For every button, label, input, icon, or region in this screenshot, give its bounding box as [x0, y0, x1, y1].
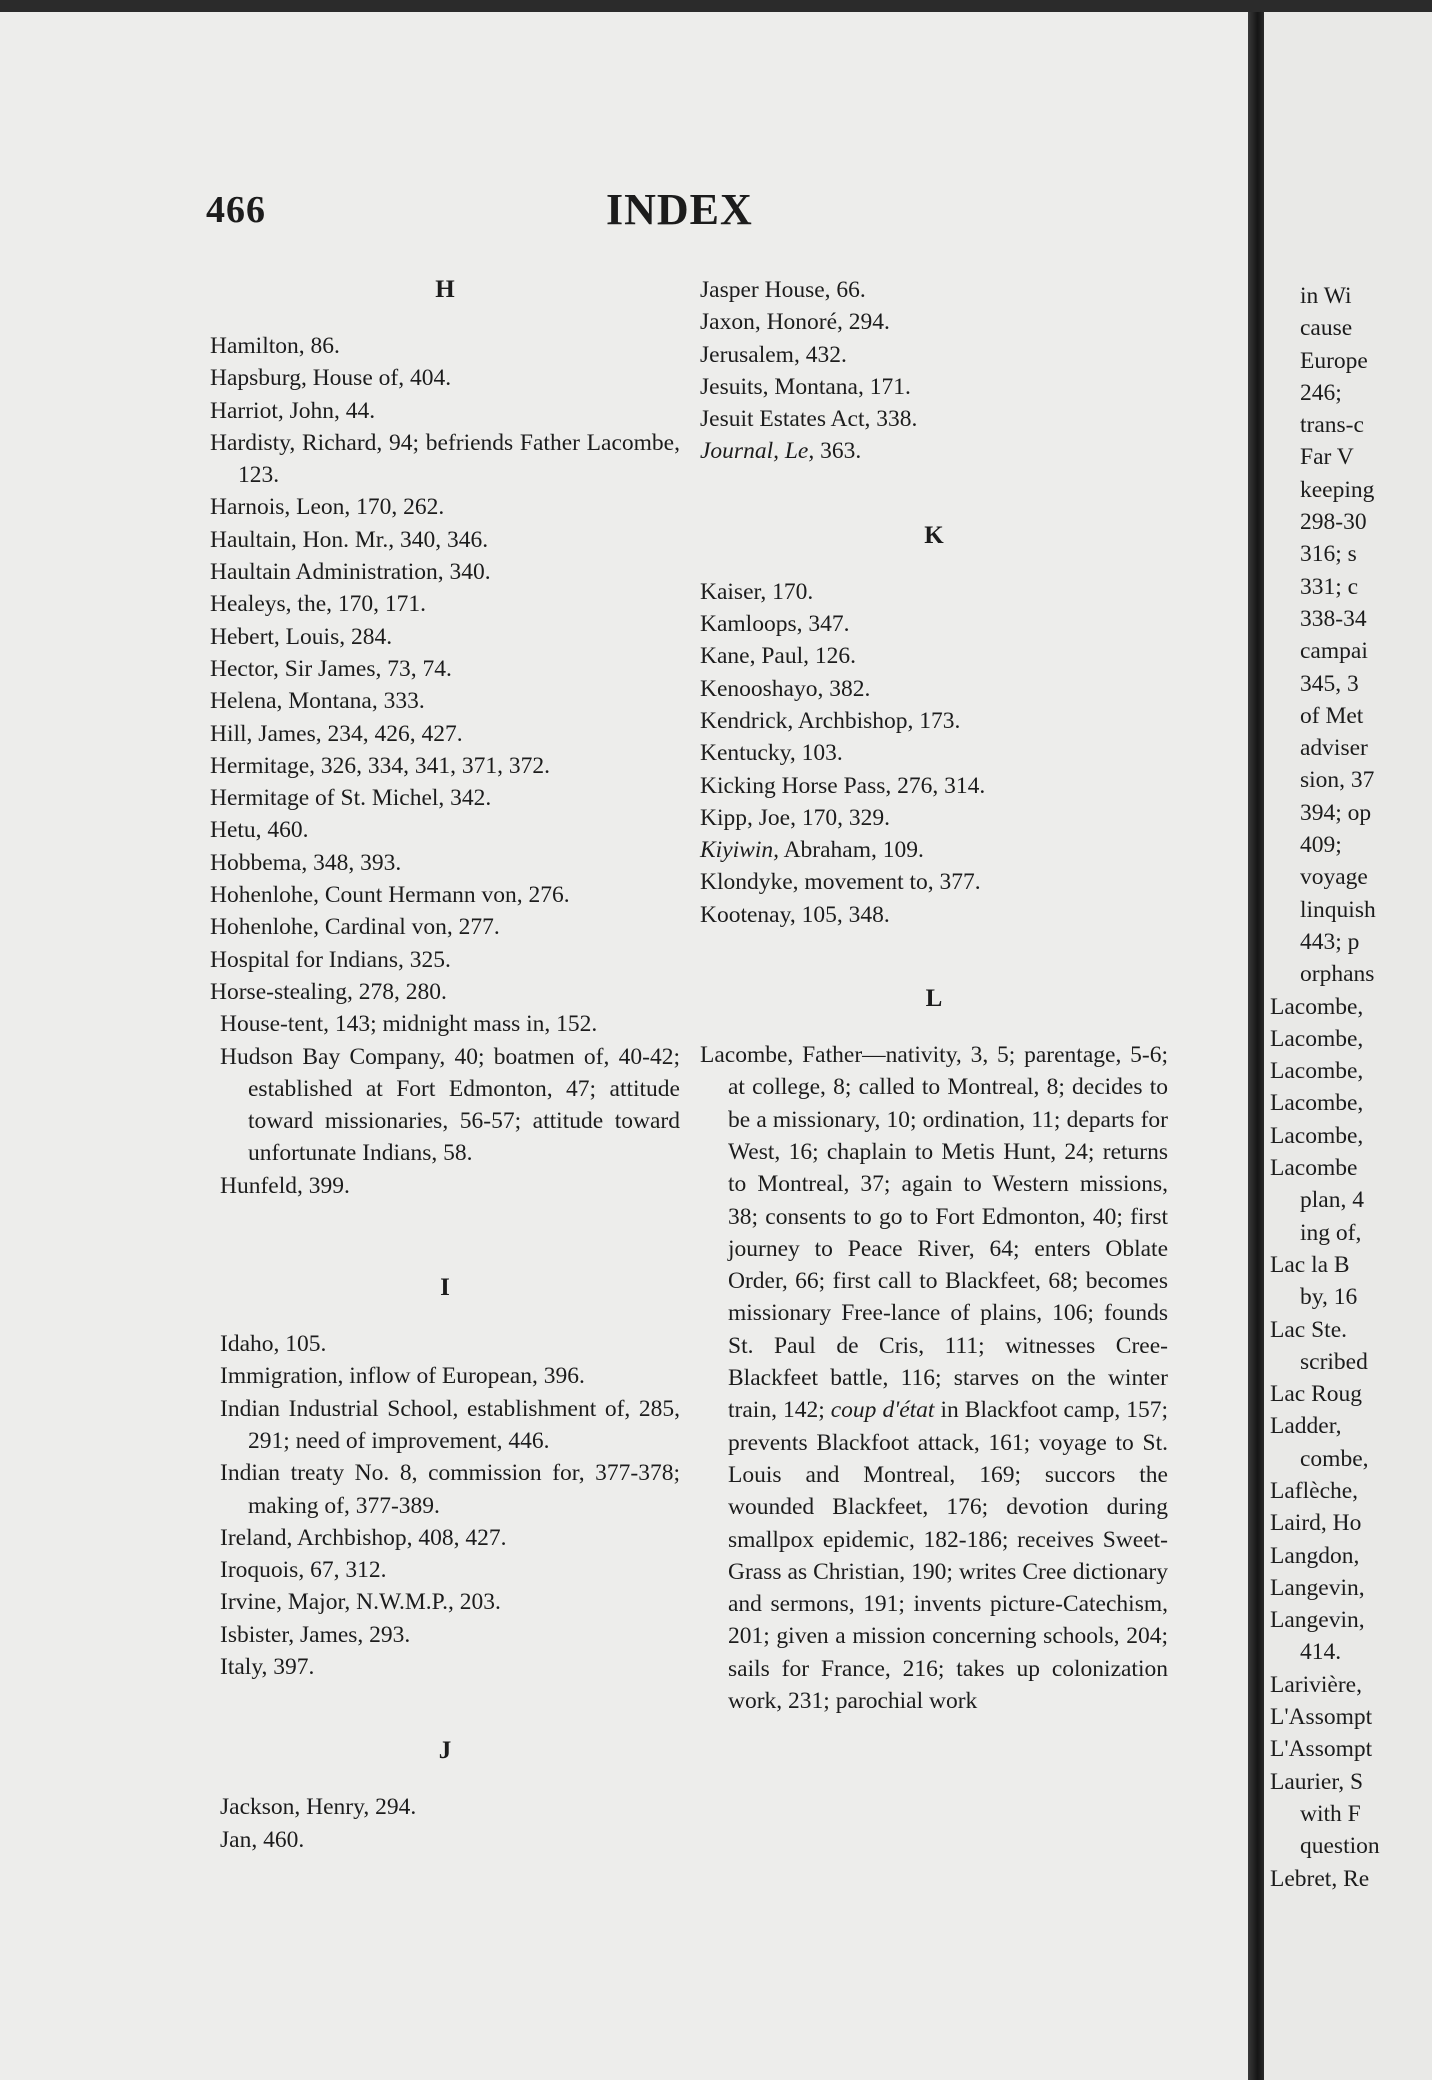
fragment-line: scribed — [1300, 1348, 1368, 1375]
index-entry: Harnois, Leon, 170, 262. — [210, 494, 445, 521]
index-entry: Hohenlohe, Cardinal von, 277. — [210, 914, 500, 941]
section-heading-h: H — [435, 276, 455, 303]
index-entry: Hospital for Indians, 325. — [210, 946, 451, 973]
fragment-line: plan, 4 — [1300, 1187, 1364, 1214]
fragment-line: keeping — [1300, 476, 1375, 503]
fragment-line: 338-34 — [1300, 605, 1367, 632]
fragment-line: Laflèche, — [1270, 1477, 1359, 1504]
index-entry: Hudson Bay Company, 40; boatmen of, 40-42; established at Fort Edmonton, 47; attitude toward missionaries, 56-57; attitude toward unfortunate Indians, 58. — [220, 1043, 680, 1167]
index-entry: Jesuit Estates Act, 338. — [700, 406, 918, 433]
fragment-line: linquish — [1300, 896, 1376, 923]
fragment-line: adviser — [1300, 735, 1368, 762]
fragment-line: voyage — [1300, 864, 1368, 891]
fragment-line: Lebret, Re — [1270, 1865, 1370, 1892]
index-entry-lacombe — [700, 1039, 1168, 1717]
index-entry-kiyiwin — [700, 834, 1168, 866]
fragment-line: 409; — [1300, 832, 1342, 859]
fragment-line: Lacombe, — [1270, 993, 1364, 1020]
index-column-middle — [700, 274, 1168, 1717]
fragment-line: Langdon, — [1270, 1542, 1360, 1569]
index-entry: Iroquois, 67, 312. — [220, 1557, 387, 1584]
index-entry: Irvine, Major, N.W.M.P., 203. — [220, 1589, 501, 1616]
entries-h — [210, 330, 680, 1202]
index-entry: Harriot, John, 44. — [210, 397, 376, 424]
index-entry: Hamilton, 86. — [210, 333, 340, 359]
fragment-line: in Wi — [1300, 283, 1352, 309]
index-entry: Hunfeld, 399. — [220, 1172, 350, 1199]
entries-i — [210, 1328, 680, 1683]
index-entry: Hermitage of St. Michel, 342. — [210, 785, 492, 812]
fragment-line: Europe — [1300, 347, 1368, 374]
right-page-fragment — [1264, 12, 1432, 2080]
index-entry: Immigration, inflow of European, 396. — [220, 1363, 585, 1390]
index-entry: Haultain Administration, 340. — [210, 559, 491, 586]
section-heading-j: J — [438, 1737, 452, 1765]
index-entry: Hetu, 460. — [210, 817, 309, 844]
kiyiwin-rest: Abraham, 109. — [779, 837, 924, 864]
index-entry: Italy, 397. — [220, 1653, 315, 1680]
book-gutter — [1248, 12, 1264, 2080]
index-entry: Kenooshayo, 382. — [700, 675, 871, 702]
index-entry: Hector, Sir James, 73, 74. — [210, 655, 452, 682]
left-page — [0, 12, 1248, 2080]
fragment-line: orphans — [1300, 961, 1375, 988]
fragment-line: Laird, Ho — [1270, 1510, 1362, 1537]
fragment-line: cause — [1300, 315, 1353, 342]
index-entry: Healeys, the, 170, 171. — [210, 591, 427, 618]
fragment-line: Ladder, — [1270, 1413, 1342, 1440]
fragment-line: 345, 3 — [1300, 670, 1359, 697]
fragment-line: 298-30 — [1300, 509, 1367, 536]
index-entry: Hermitage, 326, 334, 341, 371, 372. — [210, 752, 551, 779]
page-title: INDEX — [606, 185, 753, 234]
entries-j — [210, 1791, 680, 1856]
index-entry: Kendrick, Archbishop, 173. — [700, 707, 961, 734]
fragment-line: 246; — [1300, 379, 1342, 406]
index-entry: Ireland, Archbishop, 408, 427. — [220, 1524, 507, 1551]
fragment-line: question — [1300, 1833, 1380, 1860]
fragment-line: 331; c — [1300, 573, 1359, 600]
fragment-line: ing of, — [1300, 1219, 1362, 1246]
kiyiwin-name: Kiyiwin, — [700, 837, 779, 864]
index-entry: Kaiser, 170. — [700, 578, 814, 605]
fragment-line: Larivière, — [1270, 1671, 1362, 1698]
lacombe-text-part1: Lacombe, Father—nativity, 3, 5; parentage, 5-6; at college, 8; called to Montreal, 8; decides to be a missionary, 10; ordination, 11; departs for West, 16; chaplain to Metis Hunt, 24; returns to Montreal, 37; again to Western missions, 38; consents to go to Fort Edmonton, 40; first journey to Peace River, 64; enters Oblate Order, 66; first call to Blackfeet, 68; becomes missionary Free-lance of plains, 106; founds St. Paul de Cris, 111; witnesses Cree-Blackfeet battle, 116; starves on the winter train, 142; — [700, 1042, 1168, 1424]
fragment-line: Lac Roug — [1270, 1381, 1363, 1408]
index-entry: Klondyke, movement to, 377. — [700, 869, 981, 896]
index-entry: Kicking Horse Pass, 276, 314. — [700, 772, 986, 799]
index-column-left — [210, 274, 680, 1856]
index-entry: House-tent, 143; midnight mass in, 152. — [220, 1011, 598, 1038]
fragment-line: by, 16 — [1300, 1284, 1358, 1311]
journal-page: 363. — [814, 438, 862, 465]
fragment-line: 443; p — [1300, 928, 1360, 955]
fragment-line: Lacombe, — [1270, 1122, 1364, 1149]
index-entry: Kane, Paul, 126. — [700, 643, 856, 670]
index-entry: Hobbema, 348, 393. — [210, 849, 402, 876]
fragment-line: L'Assompt — [1270, 1736, 1373, 1763]
index-entry: Hebert, Louis, 284. — [210, 623, 393, 650]
page-number: 466 — [206, 189, 266, 231]
entries-j-continued — [700, 274, 1168, 468]
journal-title: Journal, Le, — [700, 438, 815, 465]
index-entry: Jan, 460. — [220, 1826, 305, 1853]
lacombe-coup-detat: coup d'état — [830, 1397, 935, 1424]
index-entry: Jaxon, Honoré, 294. — [700, 309, 890, 336]
index-entry: Kipp, Joe, 170, 329. — [700, 804, 890, 831]
fragment-line: combe, — [1300, 1445, 1369, 1472]
index-entry: Jackson, Henry, 294. — [220, 1794, 417, 1821]
fragment-line: Lac la B — [1270, 1251, 1350, 1278]
index-entry: Kootenay, 105, 348. — [700, 901, 890, 928]
fragment-line: 316; s — [1300, 541, 1357, 568]
index-entry: Haultain, Hon. Mr., 340, 346. — [210, 526, 489, 553]
fragment-line: L'Assompt — [1270, 1704, 1373, 1731]
section-heading-i: I — [440, 1274, 450, 1302]
fragment-line: trans-c — [1300, 412, 1364, 439]
index-entry: Jasper House, 66. — [700, 277, 866, 303]
index-entry: Kentucky, 103. — [700, 740, 843, 767]
index-column-right-cropped — [1270, 280, 1432, 1895]
index-entry: Indian treaty No. 8, commission for, 377-378; making of, 377-389. — [220, 1460, 680, 1519]
fragment-line: Laurier, S — [1270, 1768, 1364, 1795]
fragment-line: Far V — [1300, 444, 1354, 471]
fragment-line: Lacombe, — [1270, 1025, 1364, 1052]
index-entry: Hardisty, Richard, 94; befriends Father Lacombe, 123. — [210, 429, 680, 489]
index-entry: Hohenlohe, Count Hermann von, 276. — [210, 882, 570, 909]
section-heading-l: L — [925, 985, 943, 1013]
lacombe-text-part2: in Blackfoot camp, 157; prevents Blackfoot attack, 161; voyage to St. Louis and Montreal, 169; succors the wounded Blackfeet, 176; devotion during smallpox epidemic, 182-186; receives Sweet-Grass as Christian, 190; writes Cree dictionary and sermons, 191; invents picture-Catechism, 201; given a mission concerning schools, 204; sails for France, 216; takes up colonization work, 231; parochial work — [728, 1397, 1169, 1714]
fragment-line: 394; op — [1300, 799, 1372, 826]
fragment-line: with F — [1300, 1800, 1361, 1827]
index-entry: Horse-stealing, 278, 280. — [210, 978, 447, 1005]
fragment-line: 414. — [1300, 1639, 1342, 1666]
index-entry: Indian Industrial School, establishment of, 285, 291; need of improvement, 446. — [220, 1395, 680, 1454]
fragment-line: Langevin, — [1270, 1607, 1365, 1634]
fragment-line: of Met — [1300, 702, 1364, 729]
index-entry: Hill, James, 234, 426, 427. — [210, 720, 463, 747]
fragment-line: campai — [1300, 638, 1368, 665]
index-entry: Helena, Montana, 333. — [210, 688, 425, 715]
index-entry-journal — [700, 435, 1168, 467]
index-entry: Jesuits, Montana, 171. — [700, 373, 911, 400]
index-entry: Jerusalem, 432. — [700, 341, 847, 368]
section-heading-k: K — [924, 521, 944, 549]
index-entry: Hapsburg, House of, 404. — [210, 365, 452, 392]
fragment-line: Langevin, — [1270, 1574, 1365, 1601]
index-entry: Kamloops, 347. — [700, 611, 850, 638]
index-entry: Isbister, James, 293. — [220, 1621, 411, 1648]
index-entry: Idaho, 105. — [220, 1331, 327, 1358]
fragment-line: Lacombe — [1270, 1155, 1358, 1182]
entries-k — [700, 576, 1168, 931]
fragment-line: Lacombe, — [1270, 1058, 1364, 1085]
fragment-line: Lacombe, — [1270, 1090, 1364, 1117]
fragment-line: Lac Ste. — [1270, 1316, 1347, 1343]
fragment-line: sion, 37 — [1300, 767, 1375, 794]
